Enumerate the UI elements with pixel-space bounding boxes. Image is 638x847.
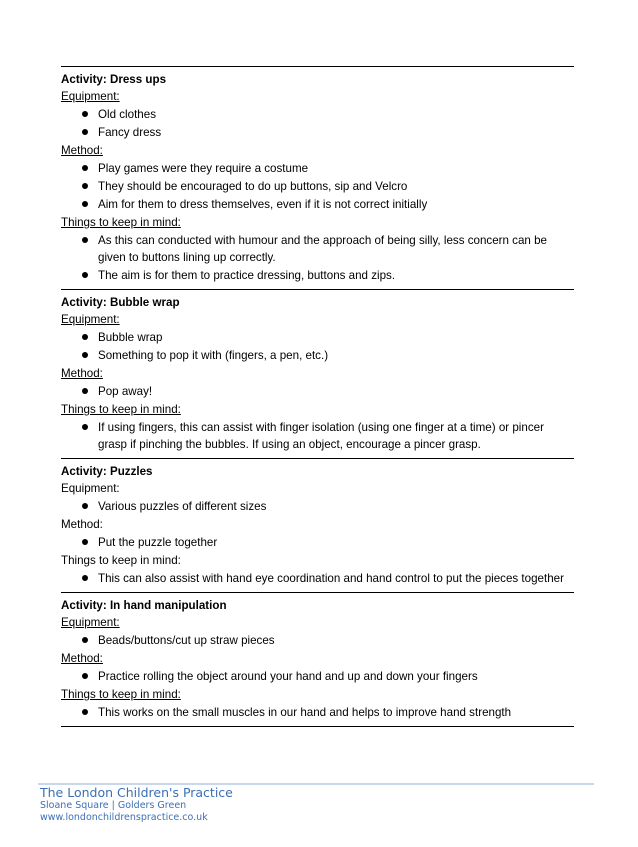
equipment-label: Equipment: [61, 616, 120, 629]
list-item: If using fingers, this can assist with finger isolation (using one finger at a time) or pincer grasp if pinching the bubbles. If using an object, encourage a pincer grasp. [98, 419, 574, 453]
activity-title: Activity: Puzzles [61, 465, 153, 478]
list-item: Old clothes [98, 106, 574, 123]
list-item: Beads/buttons/cut up straw pieces [98, 632, 574, 649]
equipment-list [61, 106, 574, 141]
activity-section [61, 67, 574, 289]
document-body [61, 66, 574, 727]
list-item: They should be encouraged to do up buttons, sip and Velcro [98, 178, 574, 195]
keep-in-mind-list [61, 232, 574, 284]
equipment-label: Equipment: [61, 313, 120, 326]
list-item: This works on the small muscles in our hand and helps to improve hand strength [98, 704, 574, 721]
list-item: Practice rolling the object around your hand and up and down your fingers [98, 668, 574, 685]
activity-section [61, 459, 574, 592]
list-item: Put the puzzle together [98, 534, 574, 551]
equipment-list [61, 498, 574, 515]
list-item: The aim is for them to practice dressing, buttons and zips. [98, 267, 574, 284]
method-label: Method: [61, 367, 103, 380]
keep-in-mind-label: Things to keep in mind: [61, 688, 181, 701]
activity-section [61, 593, 574, 726]
method-list [61, 383, 574, 400]
activity-title: Activity: In hand manipulation [61, 599, 227, 612]
list-item: As this can conducted with humour and the approach of being silly, less concern can be given to buttons lining up correctly. [98, 232, 574, 266]
list-item: Fancy dress [98, 124, 574, 141]
activity-title: Activity: Bubble wrap [61, 296, 180, 309]
equipment-list [61, 329, 574, 364]
method-list [61, 160, 574, 213]
method-label: Method: [61, 518, 103, 531]
method-label: Method: [61, 144, 103, 157]
keep-in-mind-list [61, 570, 574, 587]
activity-section [61, 290, 574, 458]
list-item: Something to pop it with (fingers, a pen, etc.) [98, 347, 574, 364]
keep-in-mind-label: Things to keep in mind: [61, 403, 181, 416]
practice-website: www.londonchildrenspractice.co.uk [40, 812, 208, 823]
list-item: This can also assist with hand eye coordination and hand control to put the pieces together [98, 570, 574, 587]
equipment-list [61, 632, 574, 649]
practice-name: The London Children's Practice [40, 785, 233, 800]
keep-in-mind-list [61, 704, 574, 721]
keep-in-mind-list [61, 419, 574, 453]
list-item: Pop away! [98, 383, 574, 400]
list-item: Play games were they require a costume [98, 160, 574, 177]
practice-locations: Sloane Square | Golders Green [40, 800, 187, 811]
list-item: Various puzzles of different sizes [98, 498, 574, 515]
method-label: Method: [61, 652, 103, 665]
footer [40, 785, 233, 824]
keep-in-mind-label: Things to keep in mind: [61, 216, 181, 229]
keep-in-mind-label: Things to keep in mind: [61, 554, 181, 567]
divider [61, 726, 574, 727]
method-list [61, 668, 574, 685]
method-list [61, 534, 574, 551]
equipment-label: Equipment: [61, 482, 120, 495]
activity-title: Activity: Dress ups [61, 73, 167, 86]
equipment-label: Equipment: [61, 90, 120, 103]
list-item: Bubble wrap [98, 329, 574, 346]
list-item: Aim for them to dress themselves, even if it is not correct initially [98, 196, 574, 213]
